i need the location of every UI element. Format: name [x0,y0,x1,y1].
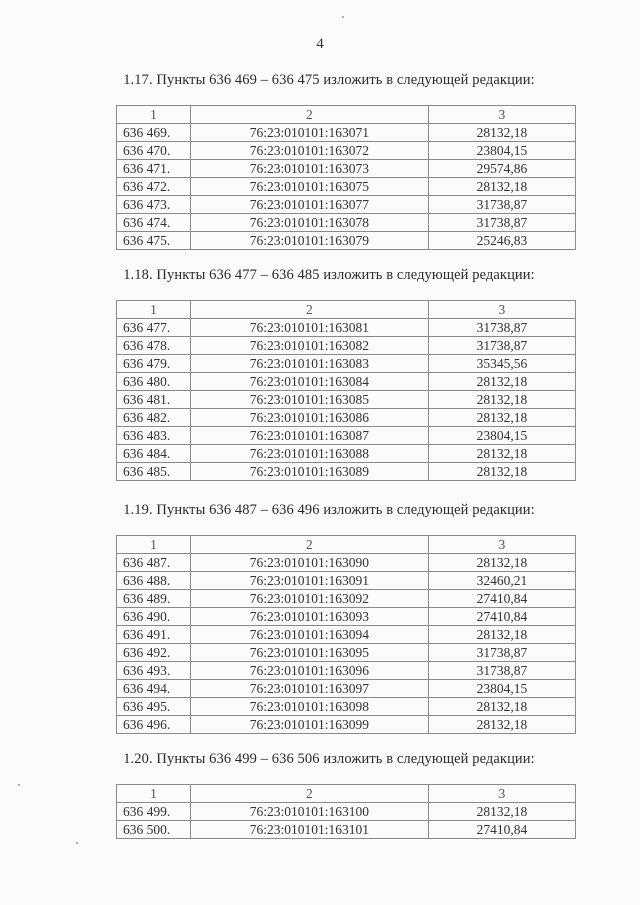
point-number-cell: 636 490. [117,608,191,626]
value-cell: 31738,87 [428,319,575,337]
cadastral-number-cell: 76:23:010101:163079 [191,232,429,250]
table-header-row [117,301,576,319]
table-row [117,124,576,142]
value-cell: 28132,18 [428,178,575,196]
point-number-cell: 636 484. [117,445,191,463]
point-number-cell: 636 475. [117,232,191,250]
table-row [117,337,576,355]
cadastral-number-cell: 76:23:010101:163084 [191,373,429,391]
point-number-cell: 636 473. [117,196,191,214]
column-header: 3 [428,301,575,319]
cadastral-number-cell: 76:23:010101:163082 [191,337,429,355]
table-row [117,554,576,572]
value-cell: 28132,18 [428,445,575,463]
points-table [116,784,576,839]
point-number-cell: 636 499. [117,803,191,821]
value-cell: 25246,83 [428,232,575,250]
table-header-row [117,106,576,124]
value-cell: 27410,84 [428,821,575,839]
table-row [117,391,576,409]
cadastral-number-cell: 76:23:010101:163092 [191,590,429,608]
value-cell: 23804,15 [428,427,575,445]
column-header: 3 [428,785,575,803]
scan-speck [18,784,20,786]
amendment-section [0,70,640,248]
table-row [117,821,576,839]
cadastral-number-cell: 76:23:010101:163097 [191,680,429,698]
points-table [116,105,576,250]
cadastral-number-cell: 76:23:010101:163087 [191,427,429,445]
cadastral-number-cell: 76:23:010101:163094 [191,626,429,644]
cadastral-number-cell: 76:23:010101:163090 [191,554,429,572]
value-cell: 28132,18 [428,463,575,481]
column-header: 3 [428,536,575,554]
value-cell: 29574,86 [428,160,575,178]
value-cell: 28132,18 [428,803,575,821]
cadastral-number-cell: 76:23:010101:163096 [191,662,429,680]
point-number-cell: 636 489. [117,590,191,608]
cadastral-number-cell: 76:23:010101:163075 [191,178,429,196]
table-row [117,698,576,716]
point-number-cell: 636 471. [117,160,191,178]
table-row [117,319,576,337]
column-header: 2 [191,106,429,124]
point-number-cell: 636 477. [117,319,191,337]
cadastral-number-cell: 76:23:010101:163071 [191,124,429,142]
table-row [117,680,576,698]
point-number-cell: 636 470. [117,142,191,160]
value-cell: 28132,18 [428,391,575,409]
point-number-cell: 636 488. [117,572,191,590]
column-header: 1 [117,536,191,554]
cadastral-number-cell: 76:23:010101:163101 [191,821,429,839]
value-cell: 23804,15 [428,680,575,698]
points-table [116,300,576,481]
scan-speck [342,16,344,18]
cadastral-number-cell: 76:23:010101:163077 [191,196,429,214]
table-row [117,608,576,626]
cadastral-number-cell: 76:23:010101:163095 [191,644,429,662]
cadastral-number-cell: 76:23:010101:163078 [191,214,429,232]
table-row [117,355,576,373]
section-heading: 1.19. Пункты 636 487 – 636 496 изложить в следующей редакции: [123,502,535,518]
cadastral-number-cell: 76:23:010101:163099 [191,716,429,734]
table-row [117,214,576,232]
value-cell: 31738,87 [428,337,575,355]
value-cell: 31738,87 [428,662,575,680]
amendment-section [0,265,640,479]
table-row [117,409,576,427]
table-row [117,644,576,662]
column-header: 1 [117,785,191,803]
table-row [117,463,576,481]
column-header: 2 [191,536,429,554]
cadastral-number-cell: 76:23:010101:163073 [191,160,429,178]
table-row [117,626,576,644]
point-number-cell: 636 493. [117,662,191,680]
cadastral-number-cell: 76:23:010101:163091 [191,572,429,590]
point-number-cell: 636 483. [117,427,191,445]
table-row [117,232,576,250]
scan-speck [76,842,78,844]
cadastral-number-cell: 76:23:010101:163085 [191,391,429,409]
column-header: 1 [117,106,191,124]
cadastral-number-cell: 76:23:010101:163072 [191,142,429,160]
point-number-cell: 636 478. [117,337,191,355]
point-number-cell: 636 487. [117,554,191,572]
cadastral-number-cell: 76:23:010101:163100 [191,803,429,821]
value-cell: 31738,87 [428,196,575,214]
value-cell: 28132,18 [428,554,575,572]
cadastral-number-cell: 76:23:010101:163093 [191,608,429,626]
table-row [117,662,576,680]
value-cell: 27410,84 [428,590,575,608]
point-number-cell: 636 485. [117,463,191,481]
value-cell: 28132,18 [428,373,575,391]
value-cell: 32460,21 [428,572,575,590]
table-row [117,196,576,214]
cadastral-number-cell: 76:23:010101:163088 [191,445,429,463]
section-heading: 1.20. Пункты 636 499 – 636 506 изложить в следующей редакции: [123,751,535,767]
points-table [116,535,576,734]
value-cell: 35345,56 [428,355,575,373]
point-number-cell: 636 500. [117,821,191,839]
column-header: 2 [191,301,429,319]
table-header-row [117,536,576,554]
table-row [117,572,576,590]
table-row [117,445,576,463]
page-number: 4 [316,36,324,52]
point-number-cell: 636 496. [117,716,191,734]
table-row [117,716,576,734]
point-number-cell: 636 481. [117,391,191,409]
table-row [117,590,576,608]
cadastral-number-cell: 76:23:010101:163098 [191,698,429,716]
column-header: 3 [428,106,575,124]
point-number-cell: 636 480. [117,373,191,391]
amendment-section [0,500,640,732]
cadastral-number-cell: 76:23:010101:163083 [191,355,429,373]
column-header: 2 [191,785,429,803]
value-cell: 28132,18 [428,716,575,734]
table-row [117,142,576,160]
value-cell: 23804,15 [428,142,575,160]
value-cell: 31738,87 [428,214,575,232]
section-heading: 1.18. Пункты 636 477 – 636 485 изложить в следующей редакции: [123,267,535,283]
section-heading: 1.17. Пункты 636 469 – 636 475 изложить в следующей редакции: [123,72,535,88]
table-row [117,427,576,445]
table-header-row [117,785,576,803]
point-number-cell: 636 492. [117,644,191,662]
point-number-cell: 636 491. [117,626,191,644]
point-number-cell: 636 474. [117,214,191,232]
value-cell: 31738,87 [428,644,575,662]
table-row [117,160,576,178]
point-number-cell: 636 479. [117,355,191,373]
cadastral-number-cell: 76:23:010101:163081 [191,319,429,337]
value-cell: 28132,18 [428,698,575,716]
table-row [117,803,576,821]
table-row [117,178,576,196]
cadastral-number-cell: 76:23:010101:163086 [191,409,429,427]
value-cell: 28132,18 [428,626,575,644]
point-number-cell: 636 469. [117,124,191,142]
column-header: 1 [117,301,191,319]
cadastral-number-cell: 76:23:010101:163089 [191,463,429,481]
value-cell: 28132,18 [428,124,575,142]
value-cell: 28132,18 [428,409,575,427]
amendment-section [0,749,640,837]
point-number-cell: 636 494. [117,680,191,698]
value-cell: 27410,84 [428,608,575,626]
point-number-cell: 636 495. [117,698,191,716]
table-row [117,373,576,391]
point-number-cell: 636 482. [117,409,191,427]
point-number-cell: 636 472. [117,178,191,196]
